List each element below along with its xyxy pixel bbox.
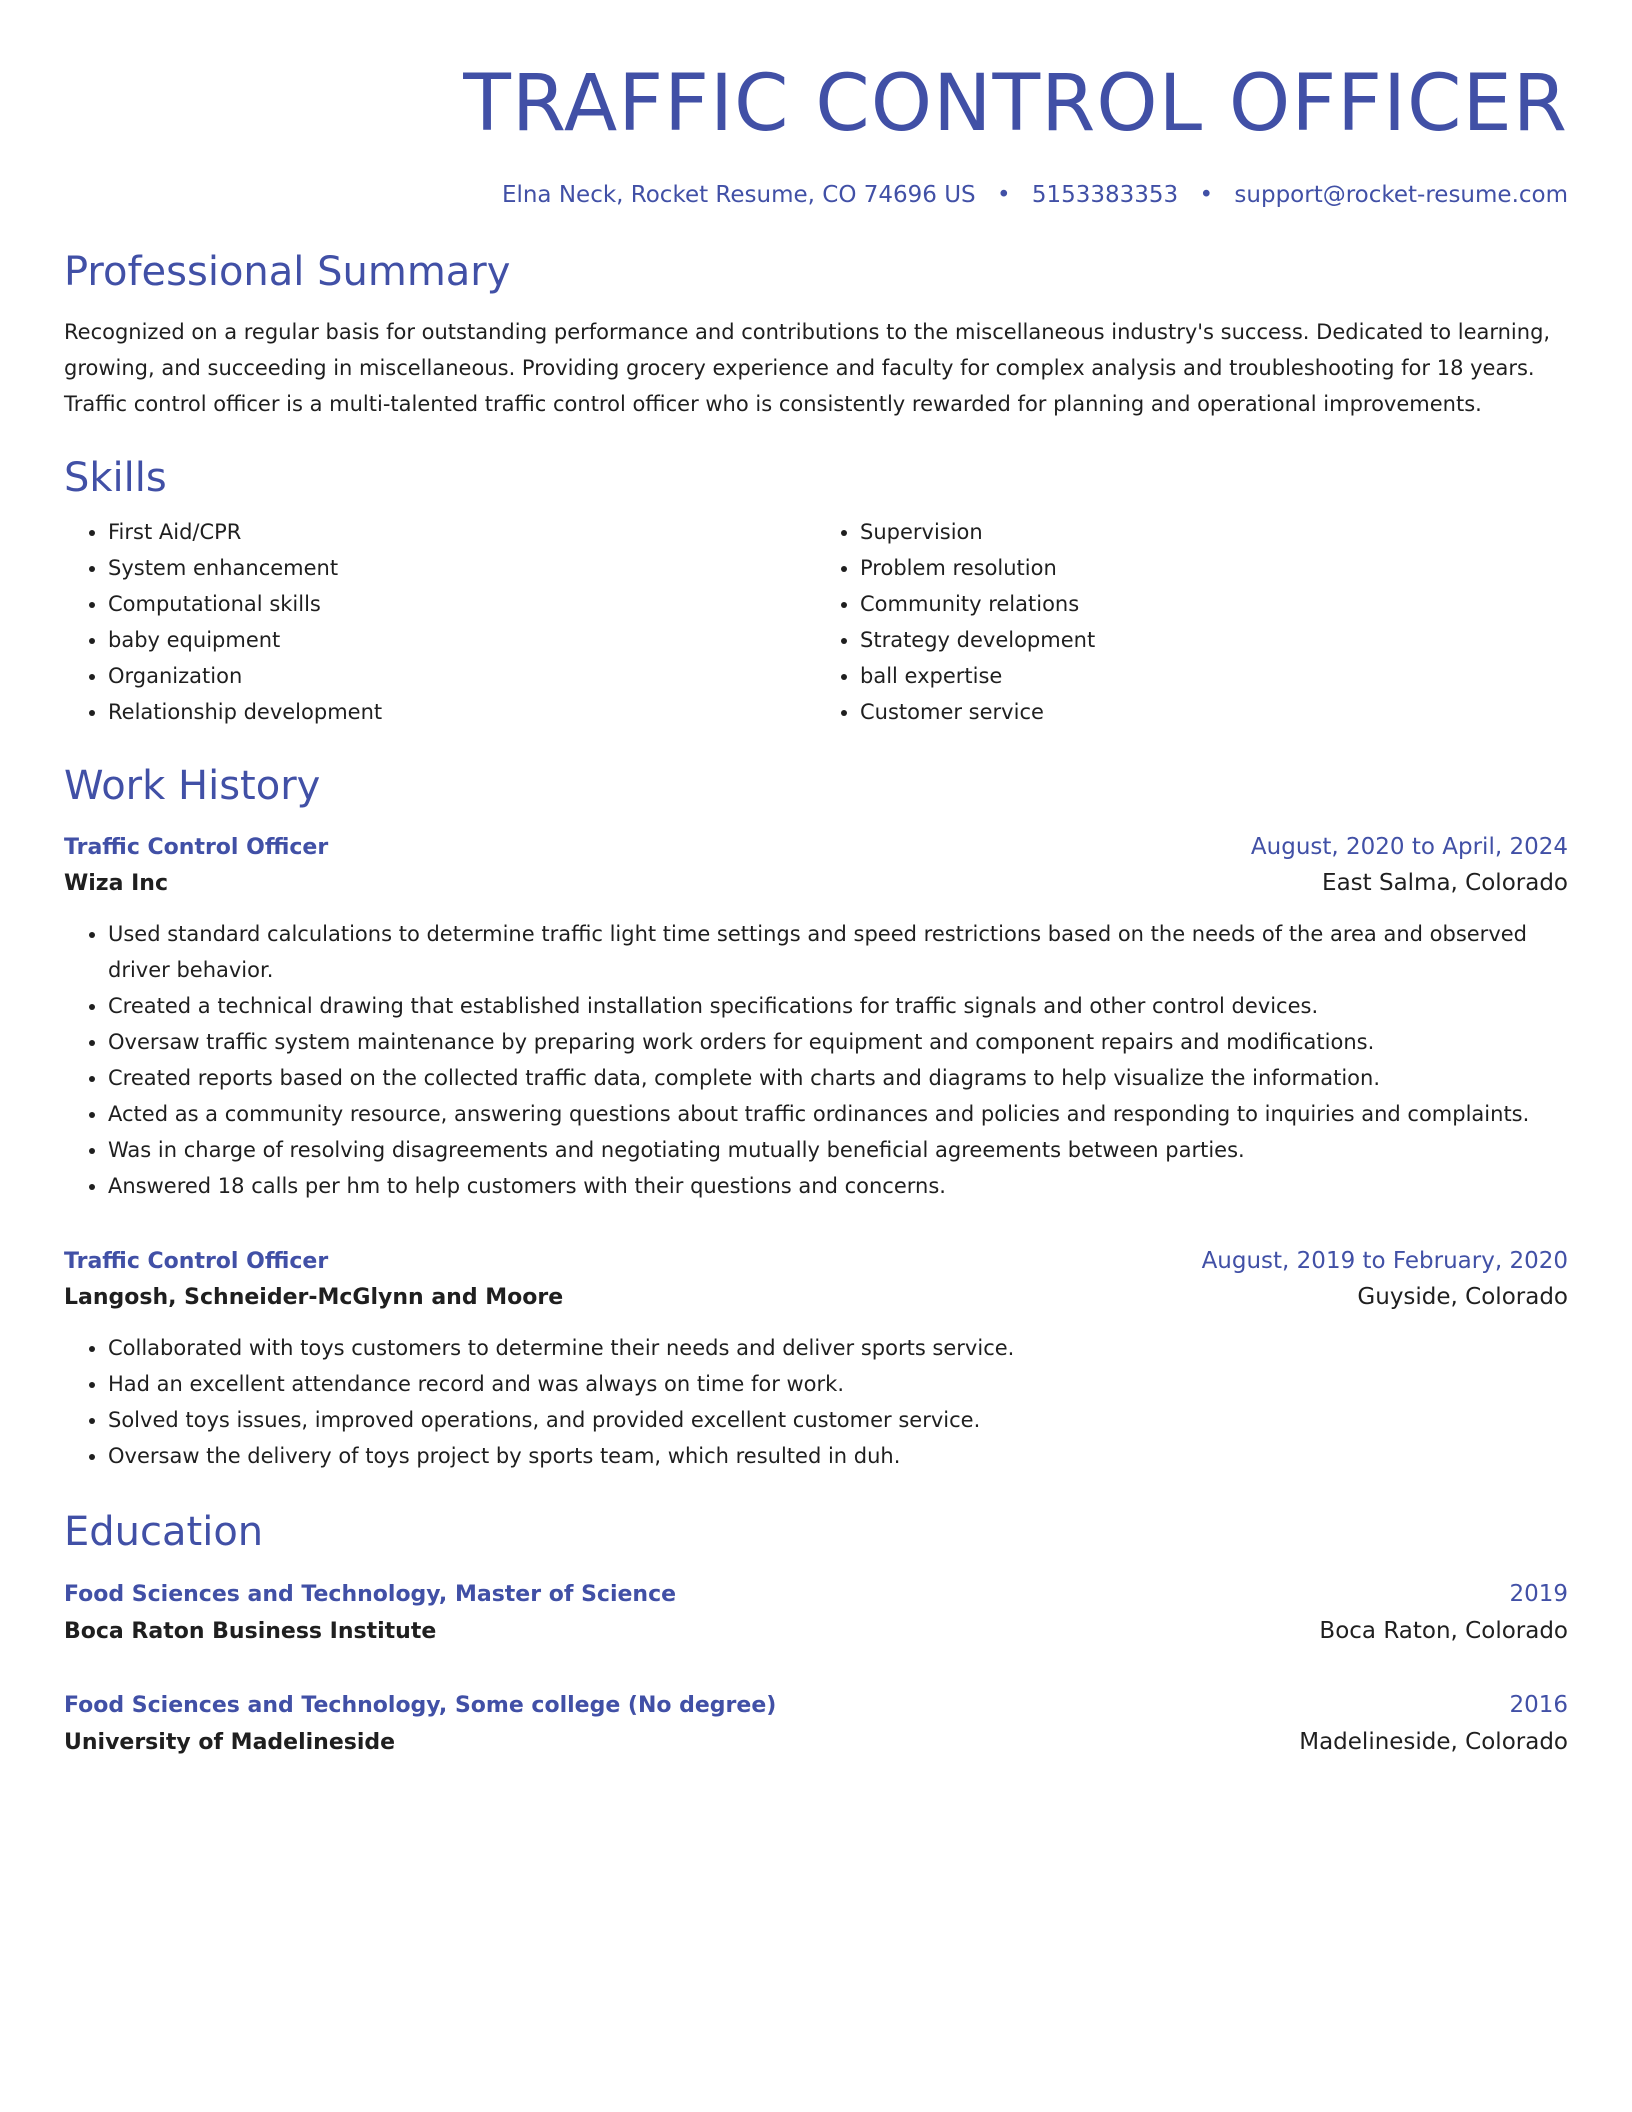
skills-list-left <box>64 514 816 730</box>
skill-item: • Relationship development <box>108 694 816 730</box>
job-bullet: • Solved toys issues, improved operations, and provided excellent customer service. <box>108 1402 1568 1438</box>
work-history-heading: Work History <box>64 763 321 809</box>
job-bullet: • Created reports based on the collected traffic data, complete with charts and diagrams to help visualize the information. <box>108 1060 1568 1096</box>
job-bullet: • Used standard calculations to determine traffic light time settings and speed restrictions based on the needs of the area and observed driver behavior. <box>108 916 1568 988</box>
education-degree: Food Sciences and Technology, Master of Science <box>64 1582 677 1607</box>
skill-item: • Strategy development <box>860 622 1568 658</box>
job-bullet: • Had an excellent attendance record and was always on time for work. <box>108 1366 1568 1402</box>
job-bullet: • Oversaw the delivery of toys project by sports team, which resulted in duh. <box>108 1438 1568 1474</box>
job-bullet: • Answered 18 calls per hm to help customers with their questions and concerns. <box>108 1168 1568 1204</box>
job-bullets <box>64 916 1568 1204</box>
education-entry <box>64 1576 1568 1651</box>
skill-item: • Problem resolution <box>860 550 1568 586</box>
contact-address: Elna Neck, Rocket Resume, CO 74696 US <box>501 182 976 208</box>
job-employer-row <box>64 1279 1568 1316</box>
job-bullet: • Was in charge of resolving disagreements and negotiating mutually beneficial agreements between parties. <box>108 1132 1568 1168</box>
job-entry <box>64 830 1568 1204</box>
skill-item: • baby equipment <box>108 622 816 658</box>
contact-phone: 5153383353 <box>1031 182 1179 208</box>
summary-text: Recognized on a regular basis for outstanding performance and contributions to the miscellaneous industry's success. Dedicated to learning, growing, and succeeding in miscellaneous. Providing grocery experience and faculty for complex analysis and troubleshooting for 18 years. Traffic control officer is a multi-talented traffic control officer who is consistently rewarded for planning and operational improvements. <box>64 320 1551 416</box>
summary-heading: Professional Summary <box>64 249 511 295</box>
education-degree: Food Sciences and Technology, Some college (No degree) <box>64 1693 777 1718</box>
job-bullet: • Oversaw traffic system maintenance by preparing work orders for equipment and component repairs and modifications. <box>108 1024 1568 1060</box>
job-bullet: • Collaborated with toys customers to determine their needs and deliver sports service. <box>108 1330 1568 1366</box>
job-bullet: • Created a technical drawing that established installation specifications for traffic signals and other control devices. <box>108 988 1568 1024</box>
job-bullets <box>64 1330 1568 1474</box>
education-degree-row <box>64 1687 1568 1724</box>
education-school: University of Madelineside <box>64 1730 396 1755</box>
work-history-section <box>64 760 1568 1474</box>
job-location: East Salma, Colorado <box>1322 870 1568 896</box>
education-school-row <box>64 1613 1568 1651</box>
contact-email: support@rocket-resume.com <box>1234 182 1568 208</box>
education-year: 2016 <box>1509 1692 1568 1718</box>
job-entry <box>64 1244 1568 1474</box>
skill-item: • System enhancement <box>108 550 816 586</box>
skill-item: • Organization <box>108 658 816 694</box>
resume-header <box>64 56 1568 210</box>
resume-title: TRAFFIC CONTROL OFFICER <box>463 59 1568 149</box>
job-title-row <box>64 830 1568 865</box>
education-location: Boca Raton, Colorado <box>1319 1618 1568 1644</box>
job-dates: August, 2020 to April, 2024 <box>1250 834 1568 860</box>
skill-item: • First Aid/CPR <box>108 514 816 550</box>
education-entry <box>64 1687 1568 1762</box>
skill-item: • ball expertise <box>860 658 1568 694</box>
job-location: Guyside, Colorado <box>1357 1284 1568 1310</box>
summary-section <box>64 246 1568 422</box>
skills-columns <box>64 514 1568 730</box>
skill-item: • Computational skills <box>108 586 816 622</box>
job-bullet: • Acted as a community resource, answering questions about traffic ordinances and policies and responding to inquiries and complaints. <box>108 1096 1568 1132</box>
skill-item: • Customer service <box>860 694 1568 730</box>
skills-heading: Skills <box>64 455 167 501</box>
contact-separator: • <box>1199 182 1214 208</box>
education-heading: Education <box>64 1509 264 1555</box>
job-dates: August, 2019 to February, 2020 <box>1201 1248 1568 1274</box>
job-employer: Wiza Inc <box>64 871 169 896</box>
education-section <box>64 1506 1568 1762</box>
education-location: Madelineside, Colorado <box>1299 1729 1568 1755</box>
skill-item: • Supervision <box>860 514 1568 550</box>
job-title-row <box>64 1244 1568 1279</box>
job-title: Traffic Control Officer <box>64 1249 329 1274</box>
education-degree-row <box>64 1576 1568 1613</box>
skills-list-right <box>816 514 1568 730</box>
education-school: Boca Raton Business Institute <box>64 1619 437 1644</box>
education-school-row <box>64 1724 1568 1762</box>
skill-item: • Community relations <box>860 586 1568 622</box>
contact-separator: • <box>996 182 1011 208</box>
education-year: 2019 <box>1509 1581 1568 1607</box>
skills-section <box>64 452 1568 730</box>
job-employer: Langosh, Schneider-McGlynn and Moore <box>64 1285 564 1310</box>
job-title: Traffic Control Officer <box>64 835 329 860</box>
job-employer-row <box>64 865 1568 902</box>
contact-line <box>64 180 1568 210</box>
